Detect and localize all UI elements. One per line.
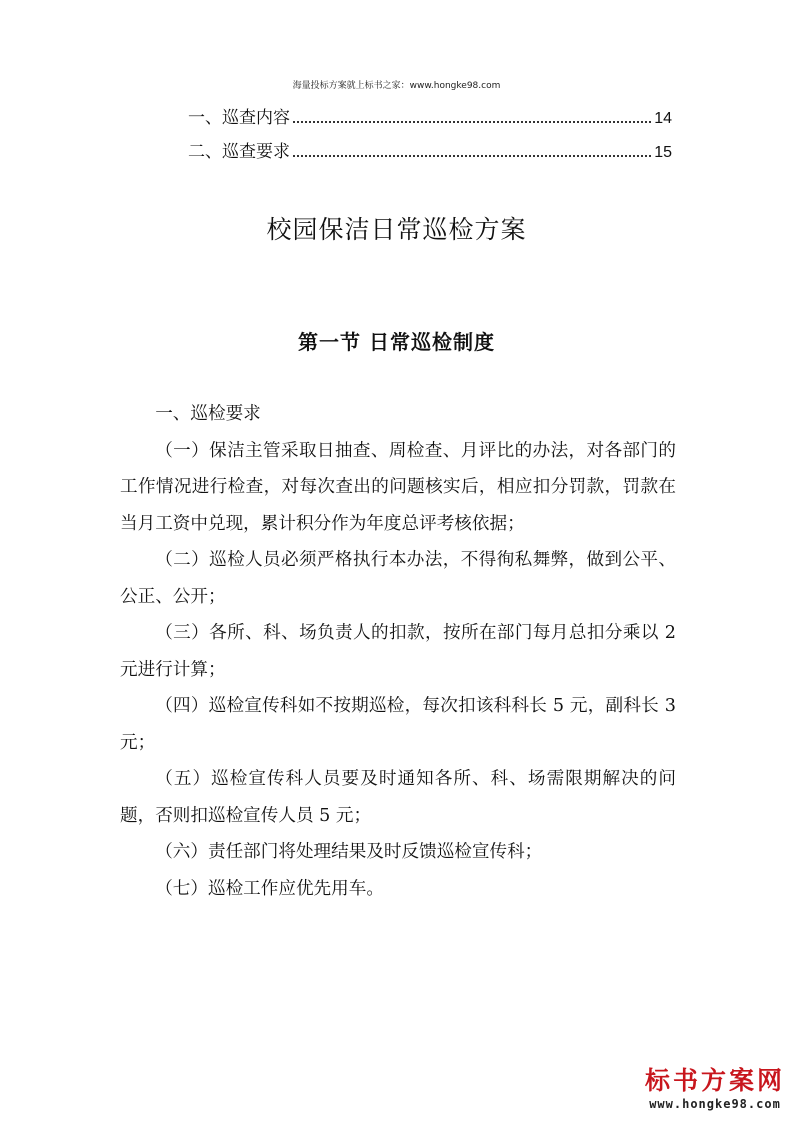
logo-title: 标书方案网 [644,1066,785,1095]
paragraph: （七）巡检工作应优先用车。 [155,878,384,899]
toc-entry-label: 二、巡查要求 [188,142,290,162]
paragraph: （一）保洁主管采取日抽查、周检查、月评比的办法，对各部门的工作情况进行检查，对每次查出的问题核实后，相应扣分罚款，罚款在当月工资中兑现，累计积分作为年度总评考核依据； [120,440,676,534]
toc-leader-dots [293,154,651,157]
paragraph: （二）巡检人员必须严格执行本办法，不得徇私舞弊，做到公平、公正、公开； [120,550,676,607]
paragraph: （四）巡检宣传科如不按期巡检，每次扣该科科长 5 元，副科长 3 元； [120,696,676,753]
paragraph: （六）责任部门将处理结果及时反馈巡检宣传科； [155,842,543,862]
document-title: 校园保洁日常巡检方案 [266,215,527,244]
toc-entry[interactable] [188,137,672,171]
section-title: 第一节 日常巡检制度 [298,330,495,354]
site-logo [640,1066,790,1112]
toc-entry[interactable] [188,103,672,137]
table-of-contents [188,103,672,171]
body-text [120,396,676,907]
subsection-heading: 一、巡检要求 [155,404,261,424]
toc-entry-page: 14 [654,110,672,127]
paragraph: （五）巡检宣传科人员要及时通知各所、科、场需限期解决的问题，否则扣巡检宣传人员 5 元； [120,769,676,826]
toc-entry-page: 15 [654,144,672,161]
page-header: 海量投标方案就上标书之家：www.hongke98.com [292,81,501,91]
logo-url: www.hongke98.com [649,1097,781,1111]
toc-leader-dots [293,120,651,123]
toc-entry-label: 一、巡查内容 [188,108,290,128]
paragraph: （三）各所、科、场负责人的扣款，按所在部门每月总扣分乘以 2 元进行计算； [120,623,676,680]
